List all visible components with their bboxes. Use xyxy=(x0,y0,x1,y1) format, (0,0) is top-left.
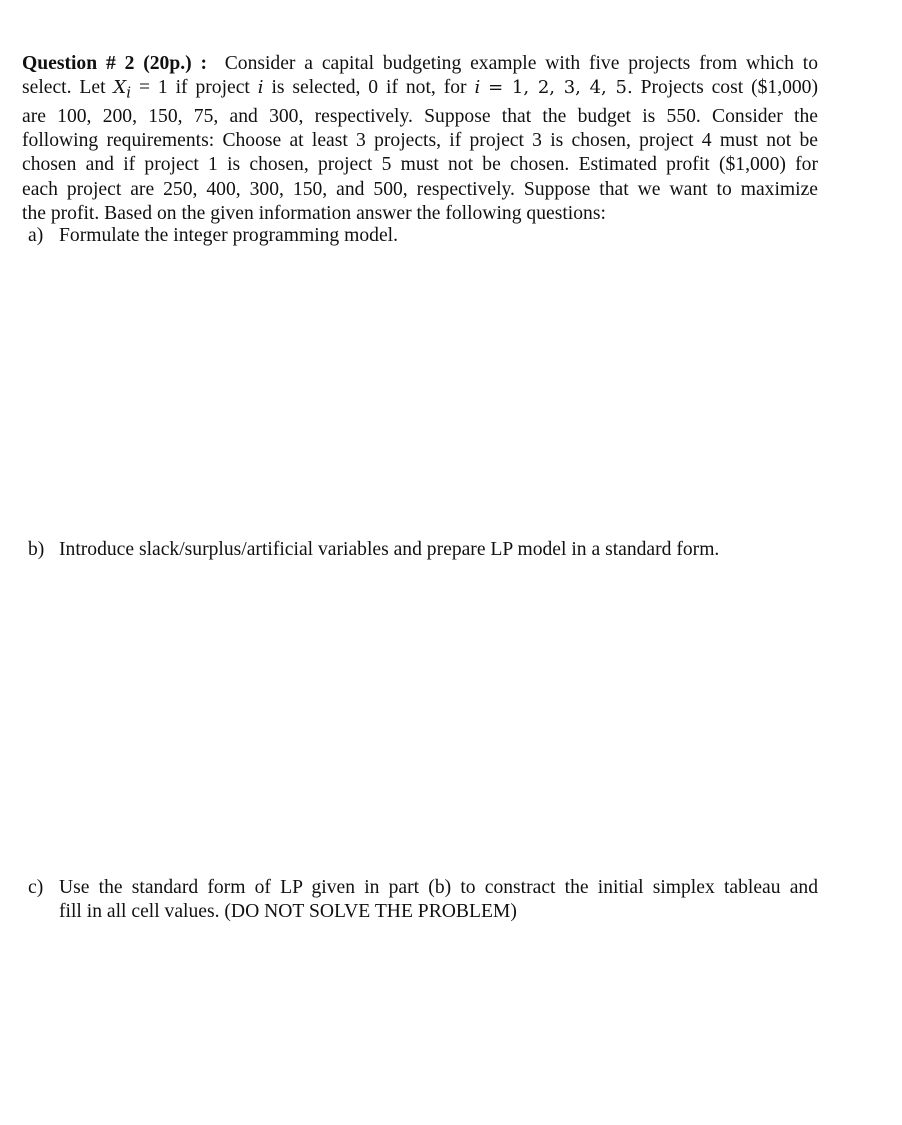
question-line-3: are 100, 200, 150, 75, and 300, respectively. Suppose that the budget is 550. Consider the xyxy=(22,106,818,127)
part-b-text: Introduce slack/surplus/artificial variables and prepare LP model in a standard form. xyxy=(59,539,720,560)
part-c-line-1 xyxy=(28,876,818,900)
variable-i-2: i xyxy=(474,77,481,99)
question-line-6: each project are 250, 400, 300, 150, and 500, respectively. Suppose that we want to maximize xyxy=(22,178,818,200)
question-line-4: following requirements: Choose at least 3 projects, if project 3 is chosen, project 4 must not be xyxy=(22,130,818,152)
part-c xyxy=(28,876,818,924)
question-line-5: chosen and if project 1 is chosen, project 5 must not be chosen. Estimated profit ($1,000) for xyxy=(22,154,818,176)
part-a xyxy=(28,224,398,248)
part-c-label: c) xyxy=(28,877,44,898)
part-c-text-2: fill in all cell values. (DO NOT SOLVE THE PROBLEM) xyxy=(59,901,517,923)
question-heading: Question # 2 (20p.) : xyxy=(22,53,208,74)
part-b-label: b) xyxy=(28,539,45,560)
question-line-7: the profit. Based on the given information answer the following questions: xyxy=(22,202,606,224)
question-line-2: select. Let $X_i = 1$ if project i is selected, 0 if not, for i = 1, 2, 3, 4, 5. Projects cost ($1,000) xyxy=(22,77,819,102)
index-range: = 1, 2, 3, 4, 5. xyxy=(488,77,633,99)
part-b xyxy=(28,538,719,562)
variable-i: i xyxy=(257,77,264,99)
part-c-text-1: Use the standard form of LP given in part (b) to constract the initial simplex tableau and xyxy=(59,877,818,898)
variable-x: $X_i$ xyxy=(113,77,132,102)
part-a-label: a) xyxy=(28,225,44,246)
part-a-text: Formulate the integer programming model. xyxy=(59,225,398,246)
question-statement xyxy=(22,52,818,226)
question-line-1: Question # 2 (20p.) : Consider a capital budgeting example with five projects from which to xyxy=(22,53,818,74)
